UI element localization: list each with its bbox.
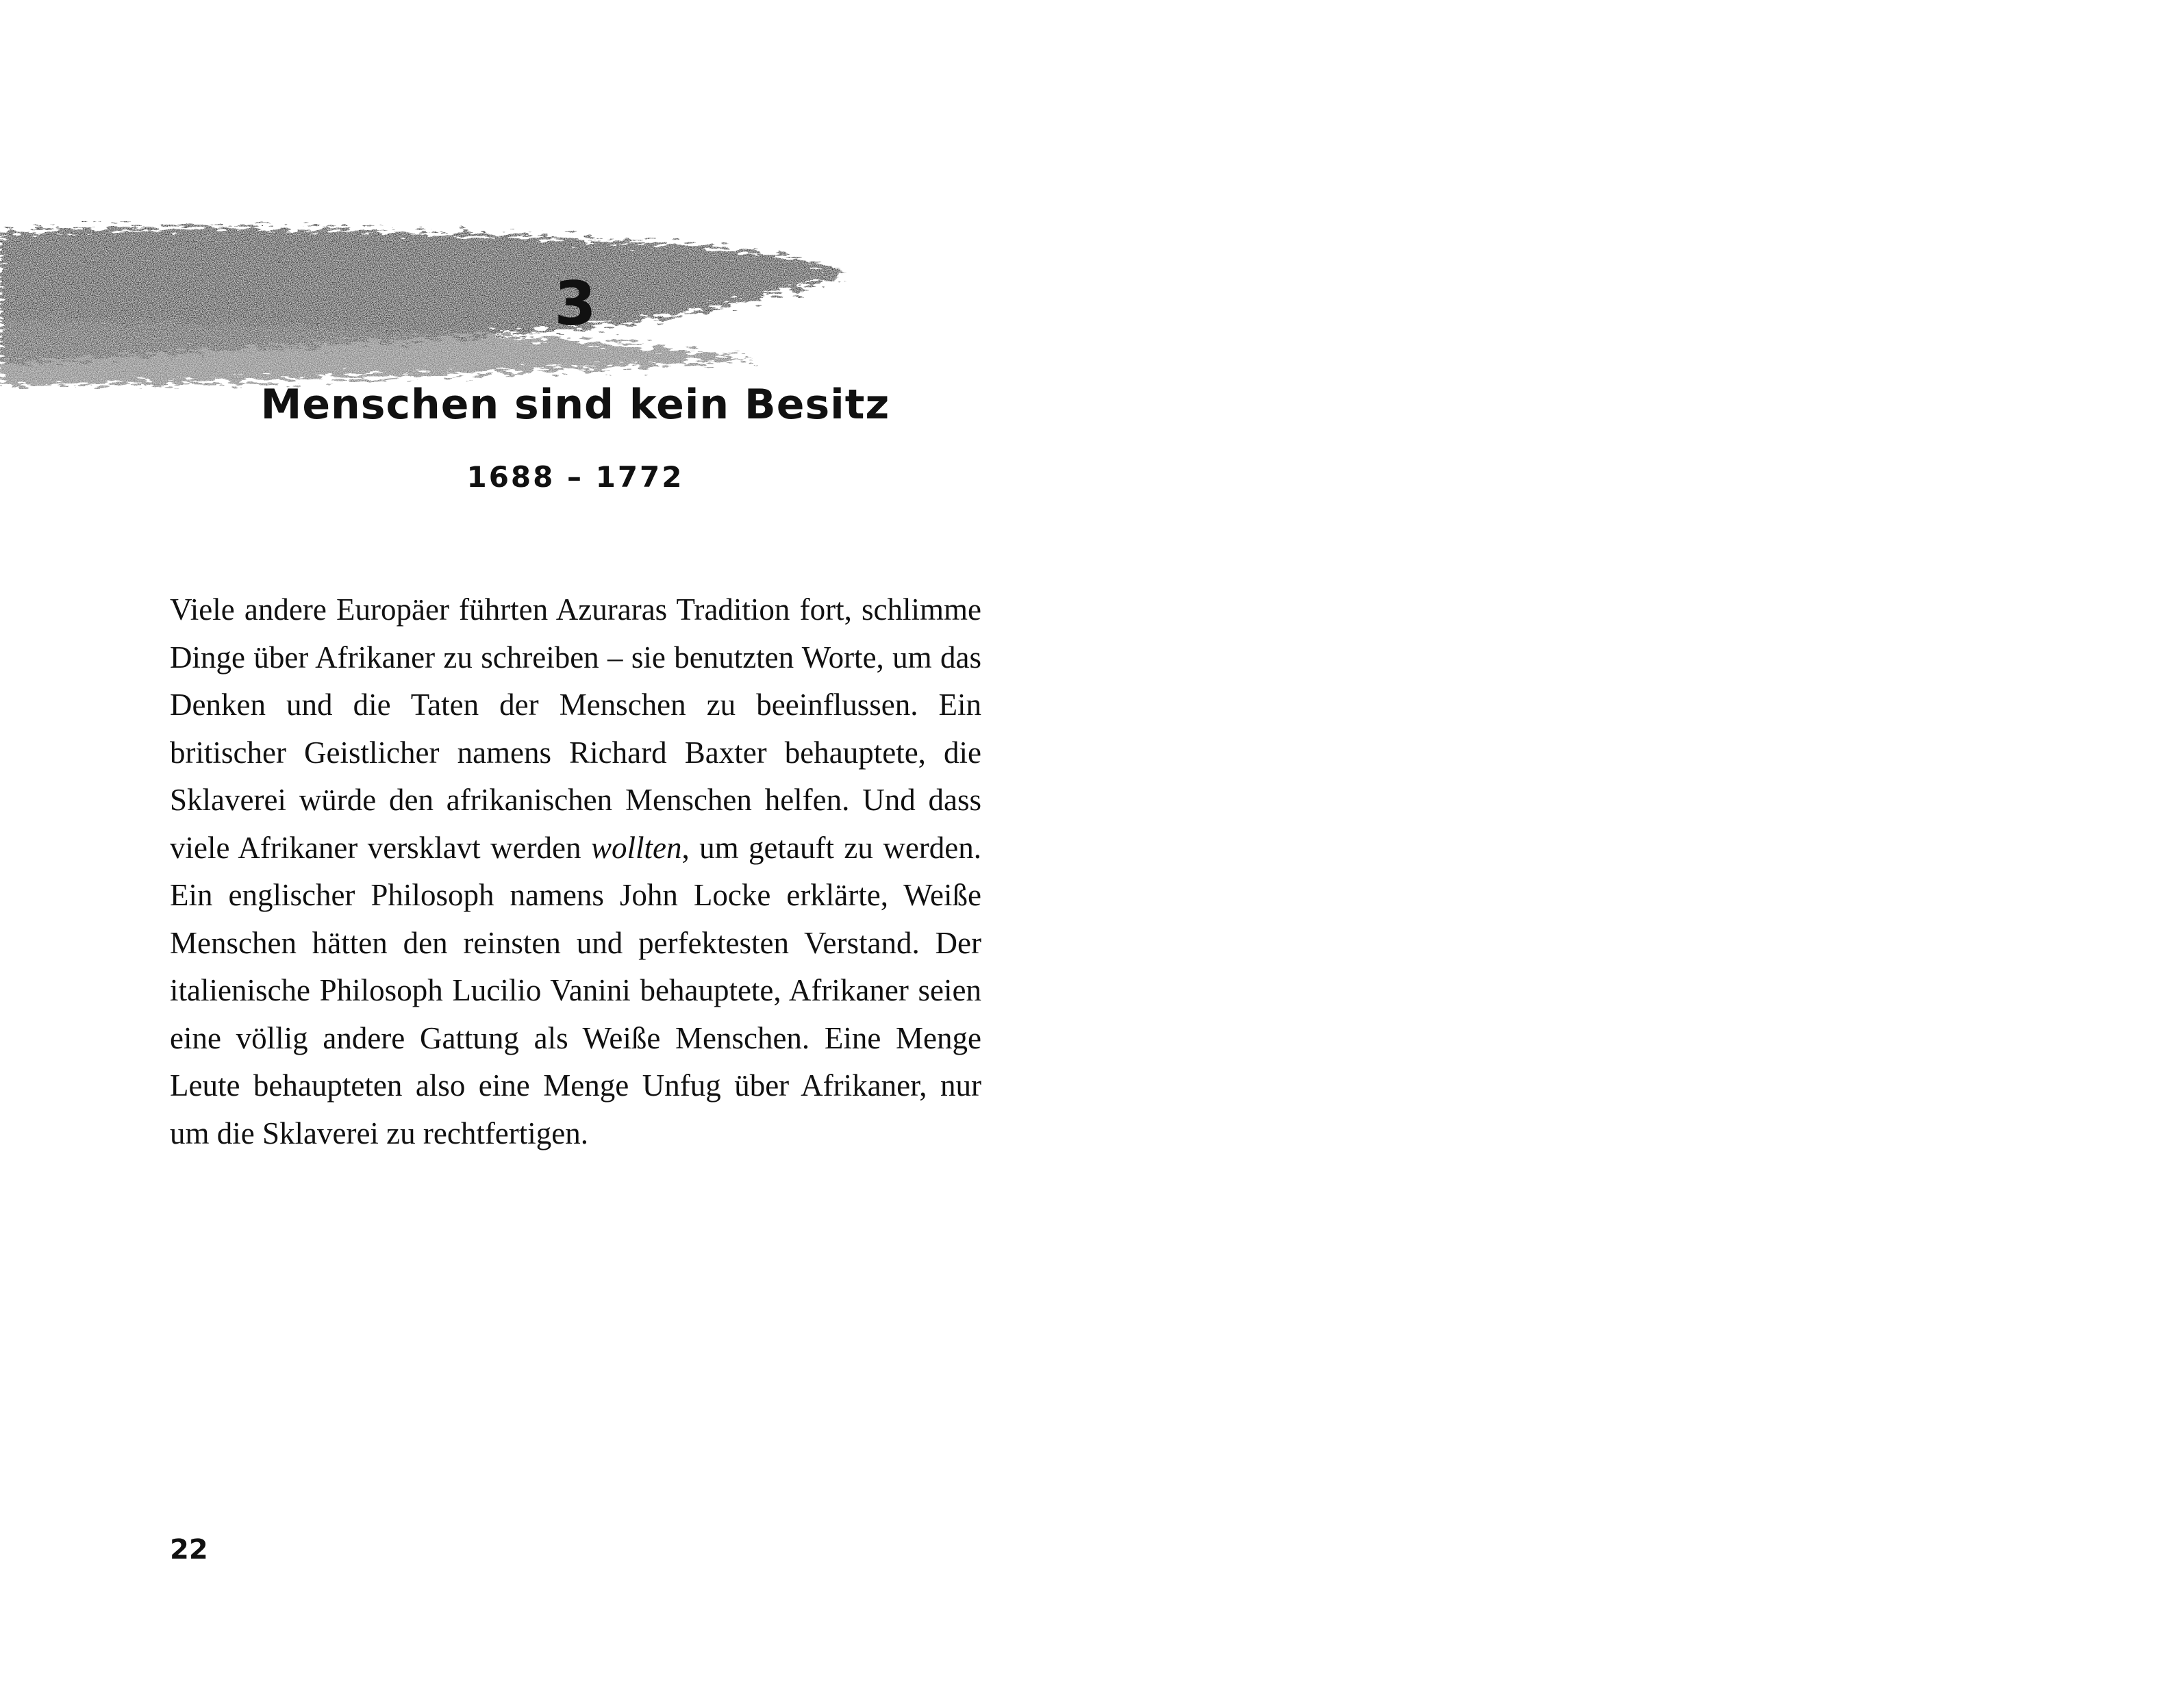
left-paragraph [170,586,981,1157]
left-paragraph-start: Viele andere Europäer führten Azuraras Tradition fort, schlimme Dinge über Afrikaner zu schreiben – sie benutzten Worte, um das Denken und die Taten der Menschen zu beeinflussen. Ein britischer Geistlicher namens Richard Baxter behauptete, die Sklaverei würde den afrikanischen Menschen helfen. Und dass viele Afrikaner versklavt werden [170,592,981,865]
right-page [1092,0,2184,1699]
page-number: 22 [170,1534,208,1565]
chapter-years: 1688 – 1772 [466,460,684,494]
chapter-title: Menschen sind kein Besitz [260,381,890,429]
left-paragraph-italic: wollten [590,830,682,865]
brush-stroke-decoration [0,218,863,389]
chapter-number: 3 [554,268,597,339]
left-paragraph-end: , um getauft zu werden. Ein englischer Philosoph namens John Locke erklärte, Weiße Menschen hätten den reinsten und perfektesten Verstand. Der italienische Philosoph Lucilio Vanini behauptete, Afrikaner seien eine völlig andere Gattung als Weiße Menschen. Eine Menge Leute behaupteten also eine Menge Unfug über Afrikaner, nur um die Sklaverei zu rechtfertigen. [170,830,981,1150]
left-body-text [170,586,981,1157]
